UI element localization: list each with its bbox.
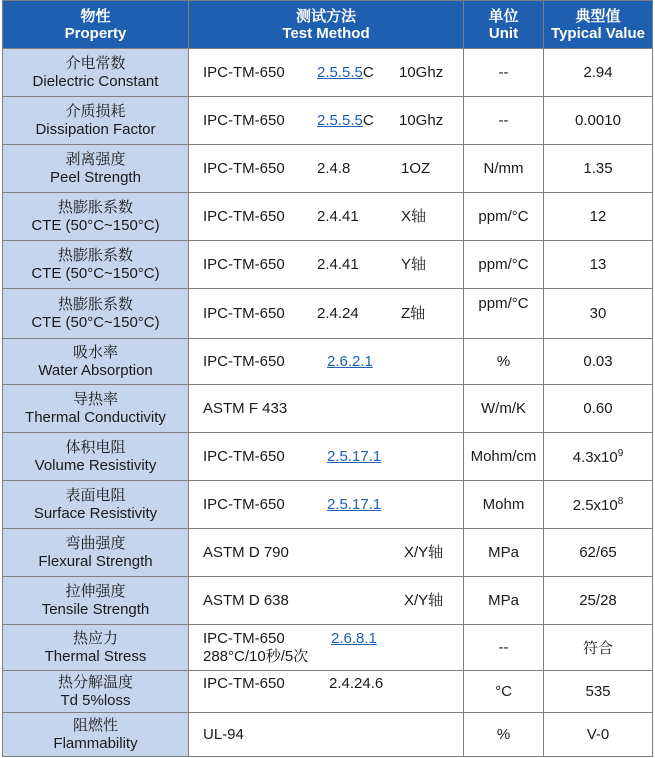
property-cell [3,433,189,481]
unit-cell: °C [464,671,544,713]
method-condition: 288°C/10秒/5次 [203,648,309,665]
property-cell [3,97,189,145]
unit-text: ppm/°C [478,295,529,312]
method-section: 2.4.41 [317,208,359,225]
method-section [327,353,373,371]
value-cell: 0.03 [544,339,653,385]
property-cell [3,671,189,713]
method-section [317,112,374,130]
method-cell [189,145,464,193]
method-cell [189,625,464,671]
unit-cell: % [464,713,544,757]
method-standard: IPC-TM-650 [203,112,285,129]
property-name-cn: 弯曲强度 [65,534,126,552]
property-cell [3,339,189,385]
method-cell [189,97,464,145]
property-name-en: Flexural Strength [38,552,153,570]
method-standard: IPC-TM-650 [203,64,285,81]
method-standard: IPC-TM-650 [203,496,285,513]
header-unit-en: Unit [488,24,519,42]
table-row [3,433,653,481]
table-row [3,625,653,671]
property-name-cn: 导热率 [72,390,118,408]
value-cell: 1.35 [544,145,653,193]
method-section-link[interactable]: 2.5.5.5 [317,112,363,129]
unit-cell: Mohm [464,481,544,529]
property-name-cn: 热分解温度 [57,673,133,691]
property-name-en: Thermal Conductivity [25,408,166,426]
method-cell [189,671,464,713]
table-row [3,193,653,241]
unit-cell: W/m/K [464,385,544,433]
property-cell [3,385,189,433]
method-condition: 10Ghz [399,64,444,81]
method-standard: ASTM D 790 [203,544,289,561]
method-standard: IPC-TM-650 [203,305,285,322]
value-cell [544,433,653,481]
property-name-cn: 介质损耗 [65,102,126,120]
property-name-en: CTE (50°C~150°C) [31,264,160,282]
value-exponent: 9 [617,447,624,459]
value-cell: 符合 [544,625,653,671]
property-table [2,0,653,757]
property-name-en: Tensile Strength [41,600,150,618]
unit-cell [464,289,544,339]
header-row [3,1,653,49]
method-cell [189,193,464,241]
unit-cell: ppm/°C [464,193,544,241]
table-row [3,241,653,289]
value-exponent: 8 [617,495,624,507]
property-name-en: Dielectric Constant [32,72,159,90]
table-row [3,145,653,193]
method-cell [189,529,464,577]
header-property-en: Property [64,24,127,42]
method-standard: ASTM F 433 [203,400,288,417]
value-cell: 535 [544,671,653,713]
method-section-link[interactable]: 2.6.8.1 [331,630,377,647]
value-cell: V-0 [544,713,653,757]
property-name-cn: 热应力 [72,629,118,647]
value-base: 4.3x10 [572,448,618,466]
method-section-link[interactable]: 2.5.17.1 [327,448,382,465]
unit-cell: -- [464,625,544,671]
method-condition: Z轴 [401,305,426,322]
property-name-en: Volume Resistivity [34,456,157,474]
method-cell [189,713,464,757]
property-name-en: Td 5%loss [60,691,131,709]
property-cell [3,625,189,671]
header-property [3,1,189,49]
method-cell [189,577,464,625]
method-standard: UL-94 [203,726,244,743]
method-cell [189,385,464,433]
table-row [3,385,653,433]
property-name-cn: 阻燃性 [72,716,118,734]
table-row [3,577,653,625]
property-name-en: Flammability [53,734,138,752]
method-cell [189,339,464,385]
method-standard: ASTM D 638 [203,592,289,609]
method-cell [189,433,464,481]
property-name-cn: 拉伸强度 [65,582,126,600]
method-section-link[interactable]: 2.5.17.1 [327,496,382,513]
method-standard: IPC-TM-650 [203,256,285,273]
property-name-cn: 吸水率 [72,343,118,361]
value-cell: 25/28 [544,577,653,625]
property-cell [3,289,189,339]
property-name-en: Peel Strength [50,168,141,186]
method-condition: X/Y轴 [404,592,444,609]
header-method-en: Test Method [282,24,370,42]
property-name-cn: 热膨胀系数 [57,295,133,313]
property-name-cn: 热膨胀系数 [57,198,133,216]
property-name-cn: 体积电阻 [65,438,126,456]
table-row [3,97,653,145]
unit-cell: % [464,339,544,385]
unit-cell: ppm/°C [464,241,544,289]
value-cell [544,481,653,529]
header-value-en: Typical Value [551,24,645,42]
property-name-cn: 介电常数 [65,54,126,72]
method-condition: X/Y轴 [404,544,444,561]
method-condition: 1OZ [401,160,431,177]
method-condition: Y轴 [401,256,427,273]
method-section-suffix: C [362,112,374,129]
method-standard: IPC-TM-650 [203,353,285,370]
table-row [3,481,653,529]
property-cell [3,577,189,625]
property-cell [3,241,189,289]
method-condition: 10Ghz [399,112,444,129]
unit-cell: -- [464,97,544,145]
table-row [3,529,653,577]
property-name-en: CTE (50°C~150°C) [31,216,160,234]
property-name-cn: 表面电阻 [65,486,126,504]
method-standard: IPC-TM-650 [203,675,285,692]
property-cell [3,145,189,193]
method-section: 2.4.8 [317,160,351,177]
value-cell: 13 [544,241,653,289]
method-section [317,64,374,82]
method-standard: IPC-TM-650 [203,208,285,225]
method-section [327,448,381,466]
value-cell: 0.0010 [544,97,653,145]
table-row [3,289,653,339]
method-cell [189,481,464,529]
table-row [3,49,653,97]
method-cell [189,49,464,97]
method-section: 2.4.24 [317,305,359,322]
property-cell [3,529,189,577]
table-row [3,671,653,713]
method-section: 2.4.24.6 [329,675,384,692]
method-section-link[interactable]: 2.6.2.1 [327,353,373,370]
unit-cell: MPa [464,529,544,577]
header-property-cn: 物性 [80,7,111,25]
header-unit-cn: 单位 [488,7,519,25]
method-section-suffix: C [362,64,374,81]
method-section-link[interactable]: 2.5.5.5 [317,64,363,81]
property-cell [3,193,189,241]
value-base: 2.5x10 [572,496,618,514]
header-unit [464,1,544,49]
header-value-cn: 典型值 [575,7,621,25]
method-section [331,630,377,648]
method-cell [189,289,464,339]
property-cell [3,481,189,529]
property-name-en: Surface Resistivity [33,504,158,522]
method-section: 2.4.41 [317,256,359,273]
value-cell: 12 [544,193,653,241]
table-row [3,713,653,757]
header-method-cn: 测试方法 [295,7,356,25]
method-standard: IPC-TM-650 [203,160,285,177]
method-condition: X轴 [401,208,427,225]
header-method [189,1,464,49]
value-cell: 30 [544,289,653,339]
unit-cell: N/mm [464,145,544,193]
method-standard: IPC-TM-650 [203,448,285,465]
unit-cell: Mohm/cm [464,433,544,481]
property-name-en: Thermal Stress [44,647,147,665]
property-name-en: Water Absorption [38,361,153,379]
value-cell: 0.60 [544,385,653,433]
unit-cell: MPa [464,577,544,625]
property-cell [3,713,189,757]
header-value [544,1,653,49]
property-name-en: CTE (50°C~150°C) [31,313,160,331]
value-cell: 2.94 [544,49,653,97]
property-name-en: Dissipation Factor [35,120,156,138]
table-row [3,339,653,385]
method-standard: IPC-TM-650 [203,630,285,647]
method-cell [189,241,464,289]
unit-cell: -- [464,49,544,97]
property-name-cn: 剥离强度 [65,150,126,168]
property-name-cn: 热膨胀系数 [57,246,133,264]
value-cell: 62/65 [544,529,653,577]
method-section [327,496,381,514]
property-cell [3,49,189,97]
